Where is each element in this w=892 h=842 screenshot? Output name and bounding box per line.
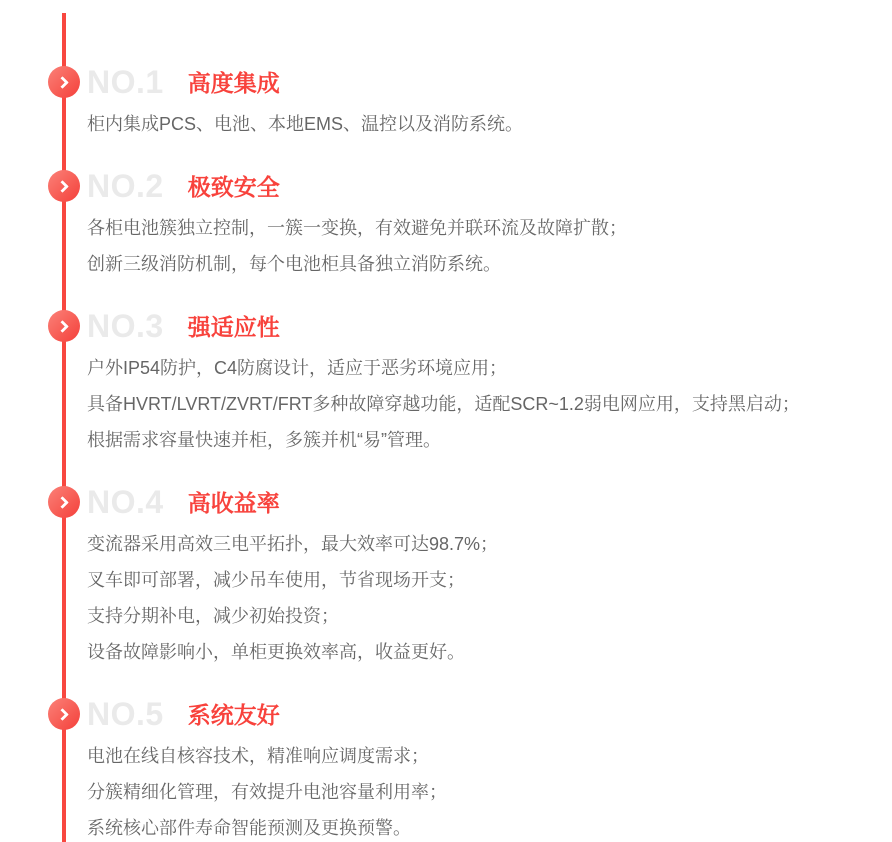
timeline-section <box>0 484 892 670</box>
section-title: 极致安全 <box>187 174 280 200</box>
section-heading-row <box>87 696 892 732</box>
timeline-badge <box>48 698 80 730</box>
chevron-right-icon <box>56 496 69 509</box>
section-title: 高收益率 <box>187 490 280 516</box>
section-heading-row <box>87 308 892 344</box>
section-title: 系统友好 <box>187 702 280 728</box>
section-title: 强适应性 <box>187 314 280 340</box>
section-body <box>87 350 892 458</box>
section-body <box>87 210 892 282</box>
section-heading-row <box>87 484 892 520</box>
section-number-label: NO.3 <box>87 308 164 344</box>
section-heading-row <box>87 168 892 204</box>
timeline-sections <box>0 64 892 842</box>
chevron-right-icon <box>56 708 69 721</box>
body-text-line: 系统核心部件寿命智能预测及更换预警。 <box>87 818 411 838</box>
timeline-section <box>0 64 892 142</box>
body-text-line: 叉车即可部署，减少吊车使用，节省现场开支； <box>87 570 465 590</box>
body-text-line: 创新三级消防机制，每个电池柜具备独立消防系统。 <box>87 254 501 274</box>
timeline-badge <box>48 486 80 518</box>
timeline-section <box>0 168 892 282</box>
timeline-badge <box>48 66 80 98</box>
timeline-section <box>0 696 892 842</box>
chevron-right-icon <box>56 320 69 333</box>
body-text-line: 具备HVRT/LVRT/ZVRT/FRT多种故障穿越功能，适配SCR~1.2弱电网应用，支持黑启动； <box>87 394 800 414</box>
section-heading-row <box>87 64 892 100</box>
chevron-right-icon <box>56 180 69 193</box>
section-body <box>87 526 892 670</box>
body-text-line: 分簇精细化管理，有效提升电池容量利用率； <box>87 782 447 802</box>
section-number-label: NO.1 <box>87 64 164 100</box>
section-number-label: NO.5 <box>87 696 164 732</box>
body-text-line: 各柜电池簇独立控制，一簇一变换，有效避免并联环流及故障扩散； <box>87 218 627 238</box>
section-body <box>87 738 892 842</box>
timeline-section <box>0 308 892 458</box>
body-text-line: 柜内集成PCS、电池、本地EMS、温控以及消防系统。 <box>87 114 524 134</box>
section-body <box>87 106 892 142</box>
body-text-line: 支持分期补电，减少初始投资； <box>87 606 339 626</box>
timeline-badge <box>48 170 80 202</box>
body-text-line: 根据需求容量快速并柜，多簇并机“易”管理。 <box>87 430 441 450</box>
timeline-badge <box>48 310 80 342</box>
body-text-line: 变流器采用高效三电平拓扑，最大效率可达98.7%； <box>87 534 499 554</box>
section-title: 高度集成 <box>187 70 280 96</box>
section-number-label: NO.2 <box>87 168 164 204</box>
body-text-line: 设备故障影响小，单柜更换效率高，收益更好。 <box>87 642 465 662</box>
body-text-line: 电池在线自核容技术，精准响应调度需求； <box>87 746 429 766</box>
chevron-right-icon <box>56 76 69 89</box>
body-text-line: 户外IP54防护，C4防腐设计，适应于恶劣环境应用； <box>87 358 508 378</box>
section-number-label: NO.4 <box>87 484 164 520</box>
